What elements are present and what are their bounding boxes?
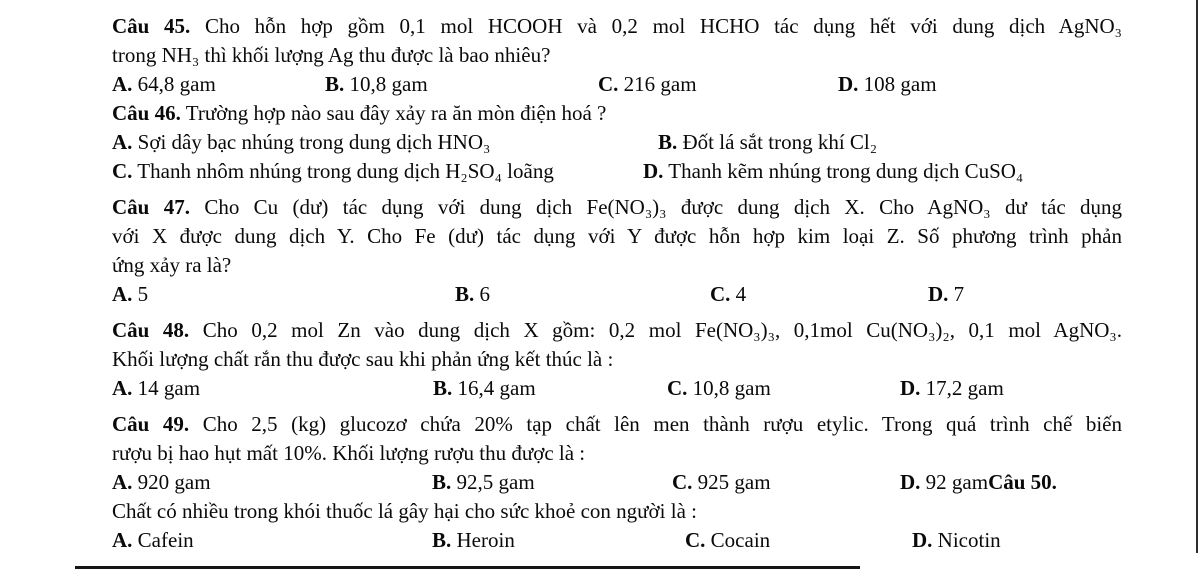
question-46-text: Trường hợp nào sau đây xảy ra ăn mòn điện hoá ?: [185, 101, 607, 125]
question-46-option-a: [112, 128, 490, 157]
option-label: D.: [900, 470, 921, 494]
option-text: 16,4 gam: [457, 376, 536, 400]
option-text: Heroin: [456, 528, 515, 552]
question-46-options-row-2: [112, 157, 1122, 186]
option-label: A.: [112, 528, 133, 552]
option-text: 14 gam: [137, 376, 201, 400]
question-48-option-d: [900, 374, 1004, 403]
option-label: C.: [710, 282, 731, 306]
option-label: B.: [455, 282, 475, 306]
option-label: D.: [900, 376, 921, 400]
question-46-option-b: [658, 128, 877, 157]
question-45-text: Cho hỗn hợp gồm 0,1 mol HCOOH và 0,2 mol HCHO tác dụng hết với dung dịch AgNO₃: [204, 14, 1122, 38]
option-text: 5: [137, 282, 149, 306]
option-text: Cafein: [137, 528, 194, 552]
question-48: [112, 316, 1122, 403]
question-46-line-1: [112, 99, 1122, 128]
question-48-number: Câu 48.: [112, 318, 190, 342]
option-text: Nicotin: [937, 528, 1001, 552]
question-48-option-b: [433, 374, 536, 403]
question-47-option-b: [455, 280, 490, 309]
option-text: 10,8 gam: [692, 376, 771, 400]
option-text: 108 gam: [863, 72, 937, 96]
option-text: Thanh nhôm nhúng trong dung dịch H₂SO₄ loãng: [137, 159, 554, 183]
option-text: 7: [953, 282, 965, 306]
question-46-options-row-1: [112, 128, 1122, 157]
option-label: D.: [912, 528, 933, 552]
question-49: [112, 410, 1122, 497]
question-50-option-c: [685, 526, 770, 555]
question-47-option-d: [928, 280, 964, 309]
question-50: [112, 497, 1122, 555]
option-label: B.: [432, 470, 452, 494]
question-45-line-2: trong NH₃ thì khối lượng Ag thu được là bao nhiêu?: [112, 43, 551, 67]
option-label: B.: [325, 72, 345, 96]
question-45-line-1: [112, 12, 1122, 41]
question-45-option-d: [838, 70, 937, 99]
question-50-option-b: [432, 526, 515, 555]
question-49-text: Cho 2,5 (kg) glucozơ chứa 20% tạp chất lên men thành rượu etylic. Trong quá trình chế biến: [202, 412, 1122, 436]
question-50-options: [112, 526, 1122, 555]
option-text: 920 gam: [137, 470, 211, 494]
question-48-line-1: [112, 316, 1122, 345]
option-label: B.: [433, 376, 453, 400]
question-49-line-2: rượu bị hao hụt mất 10%. Khối lượng rượu thu được là :: [112, 441, 586, 465]
question-48-options: [112, 374, 1122, 403]
option-text: 92,5 gam: [456, 470, 535, 494]
question-47-text: Cho Cu (dư) tác dụng với dung dịch Fe(NO₃)₃ được dung dịch X. Cho AgNO₃ dư tác dụng: [204, 195, 1122, 219]
question-47: [112, 193, 1122, 309]
question-46: [112, 99, 1122, 186]
question-47-option-c: [710, 280, 746, 309]
option-label: C.: [667, 376, 688, 400]
option-label: C.: [672, 470, 693, 494]
question-50-number-inline: Câu 50.: [988, 470, 1057, 494]
test-content: [112, 12, 1122, 555]
option-label: D.: [838, 72, 859, 96]
question-45-option-a: [112, 70, 216, 99]
question-47-number: Câu 47.: [112, 195, 190, 219]
question-49-option-c: [672, 468, 771, 497]
option-text: 10,8 gam: [349, 72, 428, 96]
question-50-option-a: [112, 526, 194, 555]
option-label: A.: [112, 376, 133, 400]
question-47-line-3: ứng xảy ra là?: [112, 253, 232, 277]
option-text: Đốt lá sắt trong khí Cl₂: [682, 130, 878, 154]
page-bottom-rule: [75, 566, 860, 569]
question-45-option-b: [325, 70, 428, 99]
question-46-option-d: [643, 157, 1023, 186]
option-text: 4: [735, 282, 747, 306]
question-47-line-1: [112, 193, 1122, 222]
question-48-option-a: [112, 374, 200, 403]
option-label: D.: [643, 159, 664, 183]
option-text: Cocain: [710, 528, 771, 552]
question-47-line-2: với X được dung dịch Y. Cho Fe (dư) tác dụng với Y được hỗn hợp kim loại Z. Số phương trình phản: [112, 224, 1122, 248]
question-48-option-c: [667, 374, 771, 403]
option-label: A.: [112, 282, 133, 306]
option-text: 64,8 gam: [137, 72, 216, 96]
option-text: 6: [479, 282, 491, 306]
option-text: Sợi dây bạc nhúng trong dung dịch HNO₃: [137, 130, 491, 154]
option-text: Thanh kẽm nhúng trong dung dịch CuSO₄: [668, 159, 1024, 183]
option-label: B.: [432, 528, 452, 552]
question-48-text: Cho 0,2 mol Zn vào dung dịch X gồm: 0,2 mol Fe(NO₃)₃, 0,1mol Cu(NO₃)₂, 0,1 mol AgNO₃.: [202, 318, 1122, 342]
question-49-line-1: [112, 410, 1122, 439]
option-label: C.: [598, 72, 619, 96]
option-text: 216 gam: [623, 72, 697, 96]
question-47-option-a: [112, 280, 148, 309]
question-46-number: Câu 46.: [112, 101, 181, 125]
question-45: [112, 12, 1122, 99]
question-49-option-b: [432, 468, 535, 497]
option-label: B.: [658, 130, 678, 154]
question-49-option-a: [112, 468, 211, 497]
question-45-option-c: [598, 70, 697, 99]
option-text: 92 gam: [925, 470, 989, 494]
question-49-number: Câu 49.: [112, 412, 190, 436]
question-49-option-d: [900, 468, 1057, 497]
question-47-options: [112, 280, 1122, 309]
question-48-line-2: Khối lượng chất rắn thu được sau khi phản ứng kết thúc là :: [112, 347, 614, 371]
option-text: 17,2 gam: [925, 376, 1004, 400]
option-label: A.: [112, 130, 133, 154]
question-45-number: Câu 45.: [112, 14, 191, 38]
question-49-options: [112, 468, 1122, 497]
question-45-options: [112, 70, 1122, 99]
question-50-option-d: [912, 526, 1001, 555]
option-label: C.: [685, 528, 706, 552]
option-text: 925 gam: [697, 470, 771, 494]
option-label: C.: [112, 159, 133, 183]
page-right-border: [1196, 0, 1198, 553]
question-50-line-1: Chất có nhiều trong khói thuốc lá gây hại cho sức khoẻ con người là :: [112, 499, 697, 523]
option-label: A.: [112, 470, 133, 494]
question-46-option-c: [112, 157, 554, 186]
option-label: A.: [112, 72, 133, 96]
option-label: D.: [928, 282, 949, 306]
